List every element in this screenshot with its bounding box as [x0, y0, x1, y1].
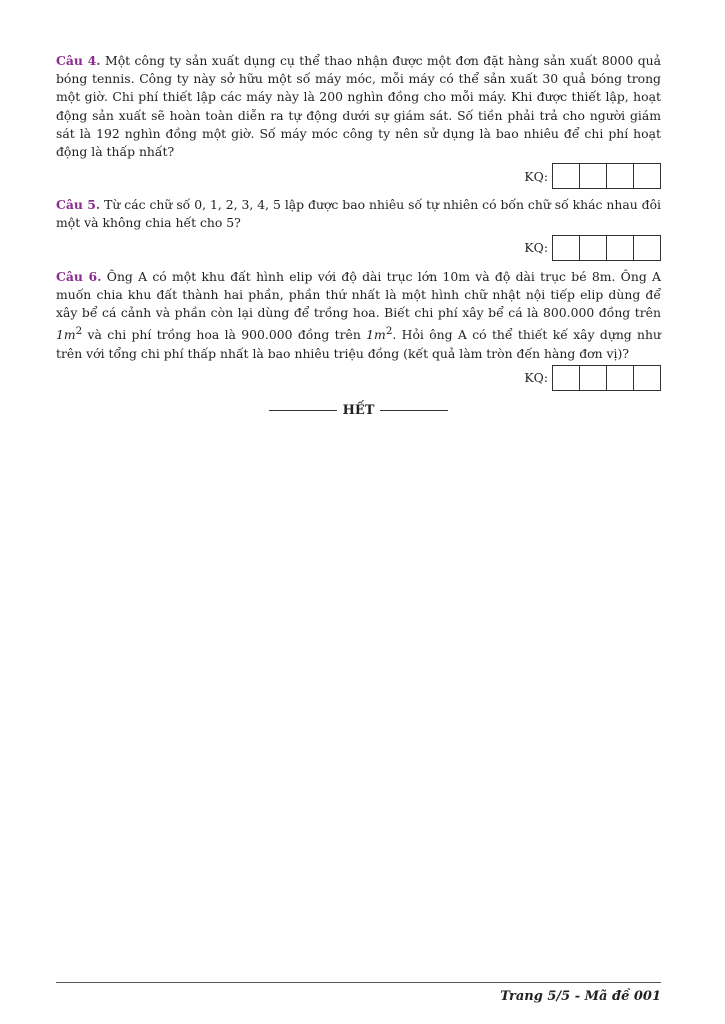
question-5-text: Từ các chữ số 0, 1, 2, 3, 4, 5 lập được bao nhiêu số tự nhiên có bốn chữ số khác nhau đôi một và không chia hết cho 5? [56, 197, 661, 231]
question-5-answer-row [56, 235, 661, 261]
question-5-label: Câu 5. [56, 197, 101, 213]
question-6-unit2: $1m^2$ [366, 325, 393, 343]
end-dash-left [269, 410, 337, 411]
exam-page [56, 52, 661, 418]
answer-box[interactable] [579, 366, 606, 390]
page-footer: Trang 5/5 - Mã đề 001 [500, 989, 661, 1004]
question-6-answer-label: KQ: [524, 370, 548, 386]
answer-box[interactable] [606, 236, 633, 260]
answer-box[interactable] [553, 164, 579, 188]
answer-box[interactable] [553, 366, 579, 390]
answer-box[interactable] [553, 236, 579, 260]
answer-box[interactable] [633, 236, 660, 260]
answer-box[interactable] [633, 366, 660, 390]
question-4-text: Một công ty sản xuất dụng cụ thể thao nhận được một đơn đặt hàng sản xuất 8000 quả bóng tennis. Công ty này sở hữu một số máy móc, mỗi máy có thể sản xuất 30 quả bóng trong một giờ. Chi phí thiết lập các máy này là 200 nghìn đồng cho mỗi máy. Khi được thiết lập, hoạt động sản xuất sẽ hoàn toàn diễn ra tự động dưới sự giám sát. Số tiền phải trả cho người giám sát là 192 nghìn đồng một giờ. Số máy móc công ty nên sử dụng là bao nhiêu để chi phí hoạt động là thấp nhất? [56, 53, 661, 160]
end-text: HẾT [342, 402, 375, 418]
question-4-answer-row [56, 163, 661, 189]
question-4-label: Câu 4. [56, 53, 101, 68]
answer-box[interactable] [606, 366, 633, 390]
question-4 [56, 52, 661, 161]
answer-box[interactable] [606, 164, 633, 188]
question-6-text-part2: và chi phí trồng hoa là 900.000 đồng trên [82, 327, 367, 343]
question-6-text-part1: Ông A có một khu đất hình elip với độ dài trục lớn 10m và độ dài trục bé 8m. Ông A muốn chia khu đất thành hai phần, phần thứ nhất là một hình chữ nhật nội tiếp elip dùng để xây bể cá cảnh và phần còn lại dùng để trồng hoa. Biết chi phí xây bể cá là 800.000 đồng trên [56, 268, 661, 321]
question-5-answer-boxes[interactable] [552, 235, 661, 261]
question-6-unit1: $1m^2$ [56, 325, 83, 343]
answer-box[interactable] [633, 164, 660, 188]
question-4-answer-label: KQ: [524, 168, 548, 184]
question-4-answer-boxes[interactable] [552, 163, 661, 189]
footer-divider [56, 982, 661, 983]
question-6-label: Câu 6. [56, 268, 102, 284]
question-6-text-part3: . Hỏi ông A có thể thiết kế xây dựng như trên với tổng chi phí thấp nhất là bao nhiêu triệu đồng (kết quả làm tròn đến hàng đơn vị)? [56, 327, 662, 361]
question-5 [56, 196, 661, 232]
question-6-answer-boxes[interactable] [552, 365, 661, 391]
answer-box[interactable] [579, 236, 606, 260]
answer-box[interactable] [579, 164, 606, 188]
question-6-answer-row [56, 365, 661, 391]
question-5-answer-label: KQ: [524, 240, 548, 256]
end-marker [56, 403, 661, 418]
question-6 [56, 268, 661, 363]
end-dash-right [380, 410, 448, 411]
